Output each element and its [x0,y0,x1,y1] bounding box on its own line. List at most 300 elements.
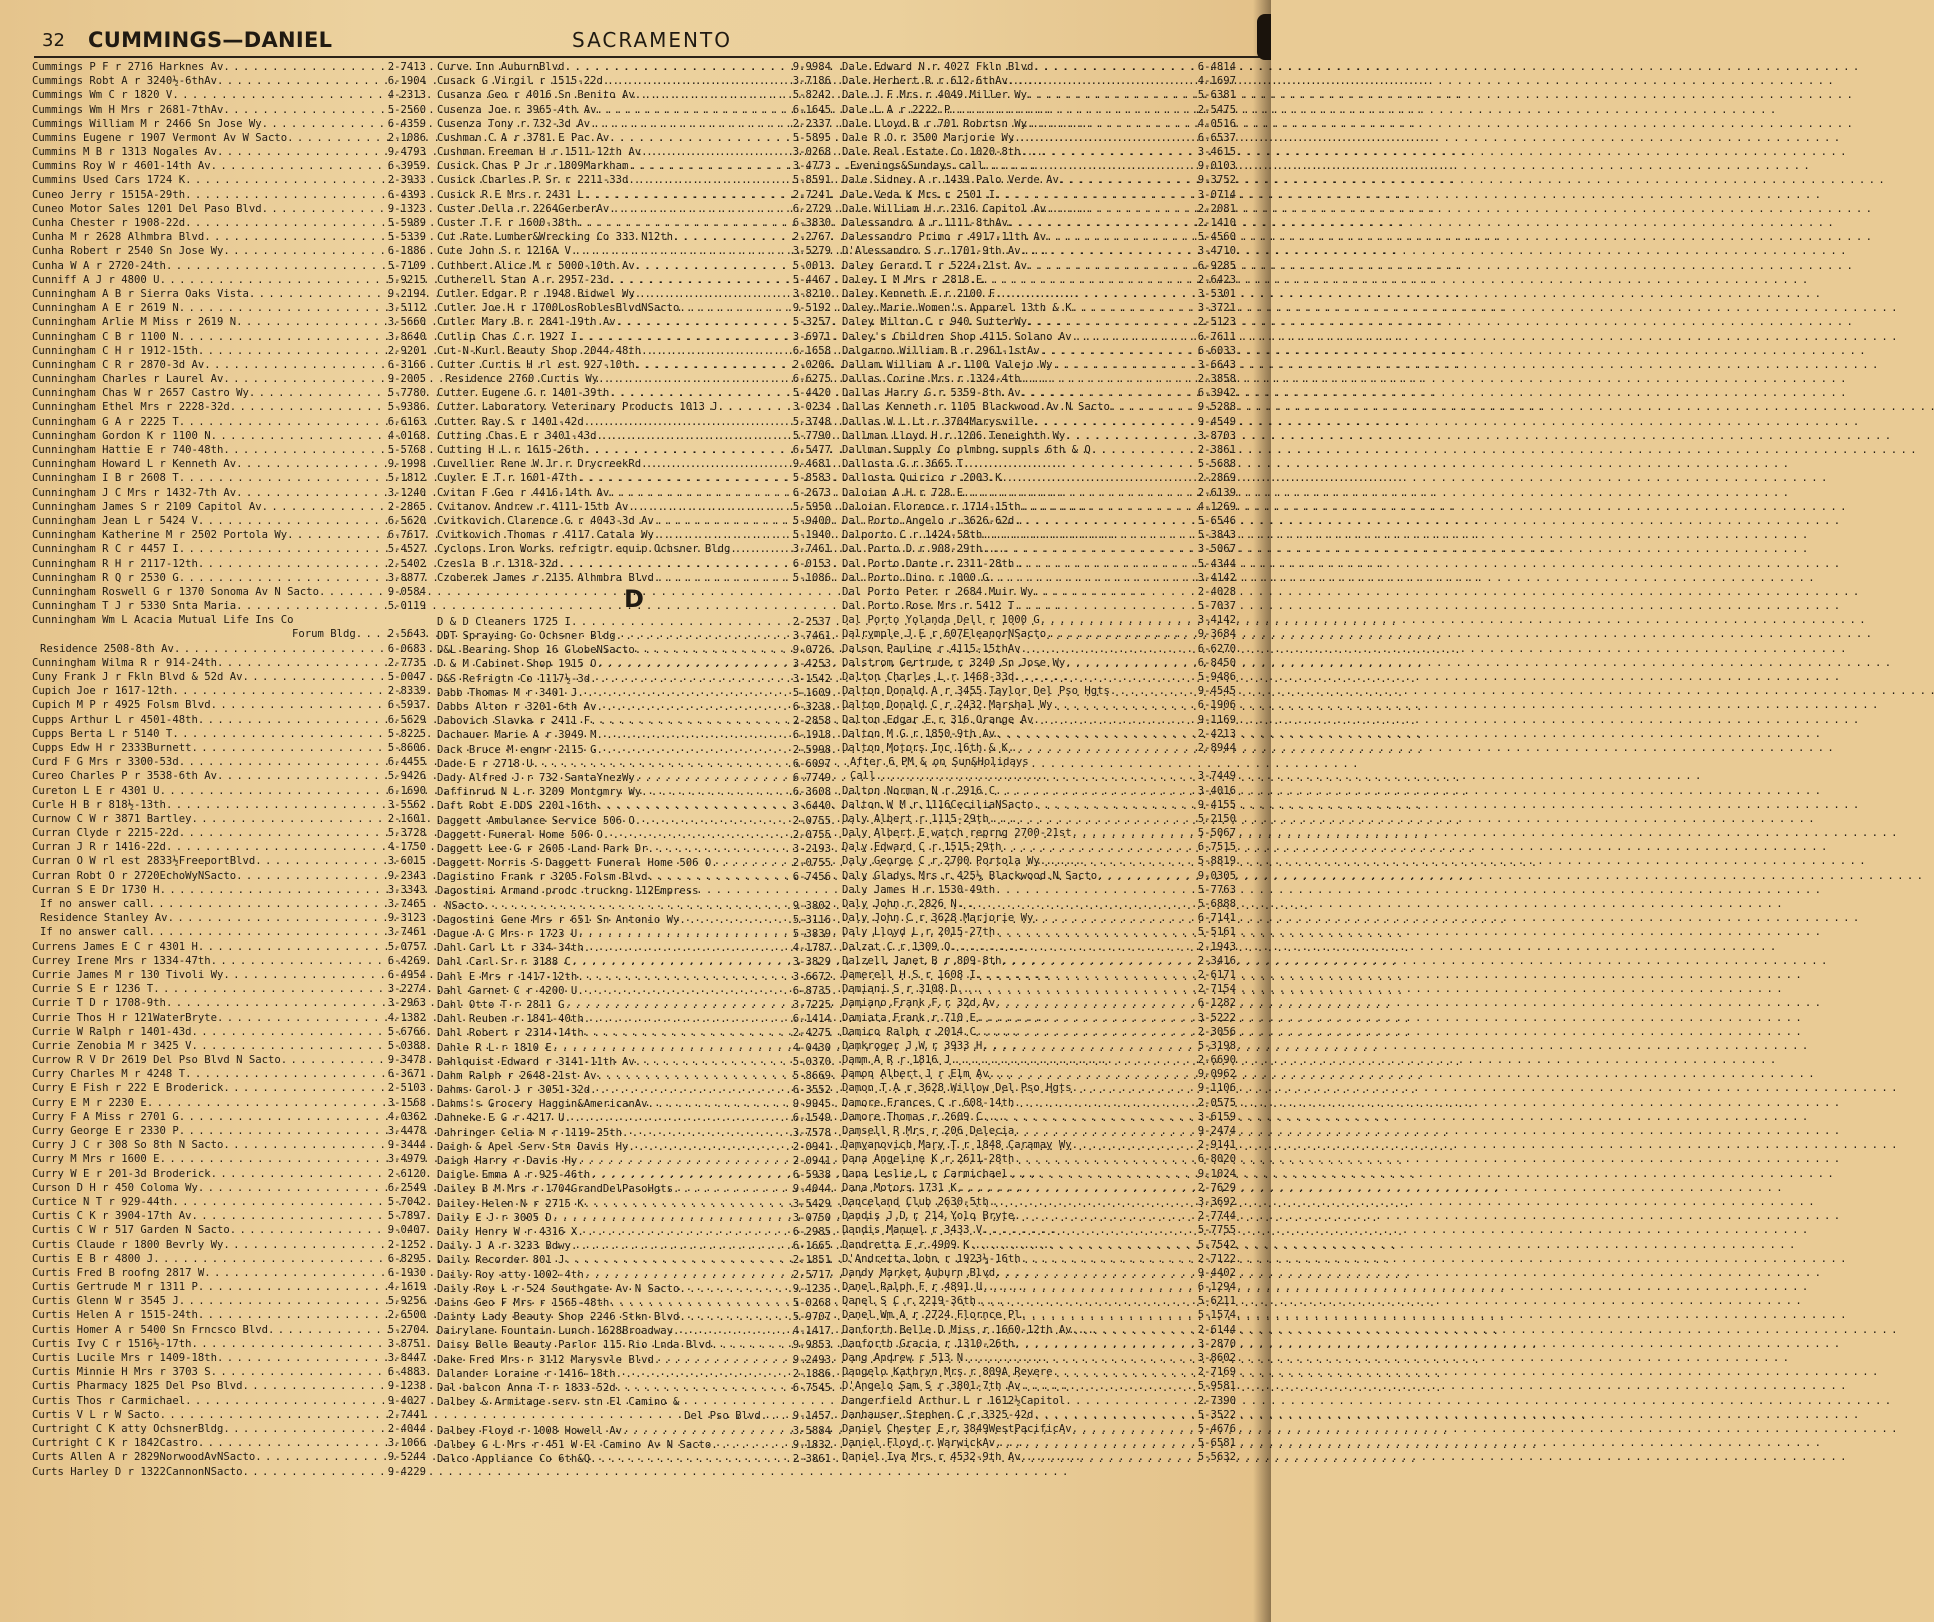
dot-leader [249,386,386,400]
listing-name: Daly Edward C r 1515-29th [842,841,1002,854]
dot-leader [711,856,790,870]
phone-number: 2-4028 [1197,585,1236,598]
listing-name: Cunningham A E r 2619 N [32,302,179,315]
dot-leader [950,103,1195,117]
dot-leader [1033,798,1195,812]
listing-entry [842,656,1236,670]
listing-name: Dallas Kenneth r 1105 Blackwood Av N Sacto [842,401,1110,414]
listing-entry [32,869,426,883]
phone-number: 5-3522 [1197,1408,1236,1421]
listing-name: Damiata Frank r 710 E [842,1011,976,1024]
phone-number: 3-8703 [1197,429,1236,442]
dot-leader [1097,869,1196,883]
listing-name: Dahle R L r 1810 E [437,1041,552,1054]
listing-entry [437,1452,831,1466]
listing-entry [437,273,831,287]
phone-number: 4-1619 [387,1281,426,1294]
dot-leader [565,998,791,1012]
listing-entry [32,642,426,656]
dot-leader [179,571,386,585]
listing-name: Curnow C W r 3871 Bartley [32,812,192,825]
dot-leader [1040,613,1196,627]
listing-entry [32,1067,426,1081]
listing-entry [32,244,426,258]
listing-entry [437,259,831,273]
listing-name: Curry Charles M r 4248 T [32,1068,186,1081]
dot-leader [1014,1152,1196,1166]
phone-number: 2-5998 [792,743,831,756]
listing-entry [842,1096,1236,1110]
listing-entry [842,244,1236,258]
listing-name: Curd F G Mrs r 3300-53d [32,756,179,769]
phone-number: 6-6033 [1197,344,1236,357]
listing-entry [32,571,426,585]
listing-name: If no answer call [40,898,149,911]
listing-name: Dale J F Mrs r 4049 Miller Wy [842,89,1027,102]
listing-entry [32,925,426,939]
phone-number: 5-6581 [1197,1437,1236,1450]
phone-number: 6-1906 [1197,699,1236,712]
phone-number: 5-3116 [792,913,831,926]
phone-number: 5-4676 [1197,1422,1236,1435]
dot-leader [711,1438,790,1452]
listing-name: Dalton Donald C r 2432 Marshal Wy [842,699,1053,712]
phone-number: 6-1904 [387,75,426,88]
dot-leader [647,1097,790,1111]
dot-leader [641,145,791,159]
dot-leader [198,1436,386,1450]
dot-leader [179,755,386,769]
listing-entry [437,372,831,386]
dot-leader [166,798,386,812]
dot-leader [1027,259,1196,273]
listing-entry [32,940,426,954]
dot-leader [957,1181,1196,1195]
phone-number: 9-2493 [792,1353,831,1366]
dot-leader [153,1252,386,1266]
listing-name: Daffinrud N L r 3209 Montgmry Wy [437,786,642,799]
phone-number: 5-1812 [387,472,426,485]
dot-leader [179,1294,386,1308]
dot-leader [211,429,386,443]
listing-entry [437,1225,831,1239]
listing-entry [437,571,831,585]
listing-entry [842,798,1236,812]
dot-leader [198,344,386,358]
phone-number: 6-3942 [1197,387,1236,400]
phone-number: 9-2474 [1197,1125,1236,1138]
dot-leader [761,1409,791,1423]
listing-name: Daly James H r 1530-49th [842,883,996,896]
listing-entry [842,1351,1236,1365]
dot-leader [609,131,791,145]
phone-number: 6-3830 [792,217,831,230]
listing-entry [842,514,1236,528]
dot-leader [950,1053,1195,1067]
listing-name: Cunningham James S r 2109 Capitol Av [32,500,262,513]
dot-leader [262,500,386,514]
listing-entry [32,1053,426,1067]
listing-name: Dahl Robert r 2314-14th [437,1027,584,1040]
dot-leader [596,1069,790,1083]
listing-name: Daloian A H r 728 E [842,486,964,499]
listing-entry [437,757,831,771]
listing-name: Curtright C K atty OchsnerBldg [32,1422,224,1435]
listing-entry [437,1154,831,1168]
listing-entry [842,1323,1236,1337]
listing-entry [32,613,426,627]
dot-leader [1014,514,1196,528]
dot-leader [995,188,1196,202]
phone-number: 3-8877 [387,571,426,584]
listing-name: Currie Thos H r 121WaterBryte [32,1011,217,1024]
phone-number: 9-1832 [792,1438,831,1451]
listing-entry [32,1379,426,1393]
listing-name: Dallam William A r 1100 Valejo Wy [842,358,1053,371]
dot-leader [584,443,791,457]
dot-leader [1052,358,1195,372]
listing-entry [32,159,426,173]
listing-name: Cureo Charles P r 3538-6th Av [32,770,217,783]
phone-number: 6-1918 [792,729,831,742]
listing-entry [842,925,1236,939]
dot-leader [217,769,386,783]
listing-entry [437,358,831,372]
phone-number: 2-7629 [1197,1181,1236,1194]
phone-number: 9-0305 [1197,869,1236,882]
listing-entry [32,656,426,670]
listing-entry [32,528,426,542]
phone-number: 5-8606 [387,741,426,754]
dot-leader [223,1081,385,1095]
listing-name: Cunningham C B r 1100 N [32,330,179,343]
binding-mark [1257,14,1271,60]
dot-leader [1033,415,1195,429]
listing-entry [32,1238,426,1252]
phone-number: 5-9707 [792,1311,831,1324]
dot-leader [179,1124,386,1138]
phone-number: 9-9853 [792,1339,831,1352]
phone-number: 6-7749 [792,771,831,784]
dot-leader [223,443,385,457]
phone-number: 3-0234 [792,401,831,414]
listing-name: Dalzat C r 1309 O [842,940,951,953]
listing-entry [437,899,831,913]
phone-number: 5-3728 [387,827,426,840]
listing-entry [32,1082,426,1096]
listing-entry [32,230,426,244]
listing-name: Dalzell Janet B r 809-8th [842,954,1002,967]
listing-name: Cummings Robt A r 3240½-6thAv [32,75,217,88]
listing-entry [32,429,426,443]
listing-entry [32,1394,426,1408]
listing-name: D'Alessandro S r 1701-9th Av [842,245,1021,258]
listing-name: Daniel Iva Mrs r 4532-9th Av [842,1451,1021,1464]
listing-entry [32,287,426,301]
listing-entry [842,996,1236,1010]
phone-number: 6-4269 [387,954,426,967]
dot-leader [1014,670,1196,684]
listing-entry [437,145,831,159]
phone-number: 5-0268 [792,1296,831,1309]
listing-name: Daly John C r 3628 Marjorie Wy [842,912,1034,925]
listing-name: Dallas Corine Mrs r 1324-4th [842,373,1021,386]
listing-entry [32,982,426,996]
dot-leader [584,1197,791,1211]
dot-leader [198,713,386,727]
phone-number: 9-3752 [1197,174,1236,187]
listing-name: Cusenza Tony r 732-3d Av [437,117,591,130]
dot-leader [249,287,386,301]
dot-leader [1033,60,1195,74]
phone-number: 2-7241 [792,188,831,201]
listing-name: Damico Ralph r 2014 C [842,1025,976,1038]
listing-name: Cunningham G A r 2225 T [32,415,179,428]
listing-entry [437,117,831,131]
listing-entry [437,828,831,842]
phone-number: 6-6270 [1197,642,1236,655]
listing-entry [437,528,831,542]
dot-leader [635,259,791,273]
phone-number: 3-4142 [1197,571,1236,584]
listing-entry [32,202,426,216]
listing-name: Cummings Wm C r 1820 V [32,89,173,102]
dot-leader [596,799,790,813]
phone-number: 6-1658 [792,344,831,357]
listing-name: Curry M Mrs r 1600 E [32,1153,160,1166]
listing-entry [437,927,831,941]
listing-name: Damyanovich Mary T r 1848 Caramay Wy [842,1139,1072,1152]
phone-number: 2-6120 [387,1167,426,1180]
listing-entry [32,585,426,599]
listing-name: Damore Thomas r 2609 C [842,1110,983,1123]
phone-number: 3-7461 [792,630,831,643]
phone-number: 5-7037 [1197,600,1236,613]
listing-name: Currie S E r 1236 T [32,983,154,996]
listing-entry [32,1266,426,1280]
phone-number: 5-2150 [1197,812,1236,825]
dot-leader [148,925,385,939]
dot-leader [584,1026,791,1040]
phone-number: 3-8640 [387,330,426,343]
dot-leader [1021,500,1196,514]
listing-entry [842,145,1236,159]
phone-number: 5-0013 [792,259,831,272]
dot-leader [1021,386,1196,400]
dot-leader [609,202,791,216]
phone-number: 5-0370 [792,1055,831,1068]
listing-name: Danforth Gracia r 1310-26th [842,1337,1015,1350]
dot-leader [204,1266,386,1280]
listing-entry [32,471,426,485]
listing-name: Cuny Frank J r Fkln Blvd & 52d Av [32,671,243,684]
dot-leader [609,386,791,400]
dot-leader [989,1195,1196,1209]
listing-entry [842,1025,1236,1039]
listing-entry [842,273,1236,287]
listing-entry [32,443,426,457]
dot-leader [1027,117,1196,131]
listing-entry [32,401,426,415]
phone-number: 3-2193 [792,842,831,855]
listing-entry [437,1381,831,1395]
listing-name: Curtis Glenn W r 3545 J [32,1295,179,1308]
listing-name: Curry W E r 201-3d Broderick [32,1167,211,1180]
listing-name: Curry F A Miss r 2701 G [32,1110,179,1123]
phone-number: 2-0941 [792,1155,831,1168]
listing-name: Dal balcon Anna T r 1833-52d [437,1382,616,1395]
phone-number: 2-7441 [387,1408,426,1421]
dot-leader [166,840,386,854]
listing-entry [32,1351,426,1365]
listing-name: Dachauer Marie A r 3949 M [437,729,597,742]
listing-entry [437,88,831,102]
dot-leader [242,670,385,684]
listing-name: Dalton Donald A r 3455 Taylor Del Pso Hgts [842,685,1110,698]
listing-name: Curry E Fish r 222 E Broderick [32,1082,224,1095]
phone-number: 6-4883 [387,1366,426,1379]
dot-leader [1052,1365,1195,1379]
listing-entry [32,599,426,613]
phone-number: 6-5620 [387,514,426,527]
listing-name: Dang Andrew r 513 N [842,1352,964,1365]
listing-entry [842,1138,1236,1152]
listing-name: Curtis C K r 3904-17th Av [32,1210,192,1223]
listing-name: Dal Porto D r 908-29th [842,543,983,556]
listing-name: Curts Allen A r 2829NorwoodAvNSacto [32,1451,256,1464]
listing-name: Cutler Mary B r 2841-19th Av [437,316,616,329]
dot-leader [1072,826,1196,840]
phone-number: 2-1410 [1197,217,1236,230]
listing-entry [842,1011,1236,1025]
dot-leader [976,1025,1196,1039]
phone-number: 5-8583 [792,472,831,485]
phone-number: 2-1943 [1197,940,1236,953]
dot-leader [236,599,386,613]
dot-leader [622,1126,791,1140]
dot-leader [185,173,386,187]
listing-name: Daily J A r 3233 Bdwy [437,1240,571,1253]
dot-leader [1001,471,1195,485]
dot-leader [603,74,791,88]
phone-number: 6-6275 [792,373,831,386]
listing-entry [437,415,831,429]
phone-number: 2-7744 [1197,1210,1236,1223]
dot-leader [1072,1323,1196,1337]
dot-leader [1008,216,1196,230]
dot-leader [168,911,386,925]
listing-entry [842,628,1236,642]
listing-name: Curtis Homer A r 5400 Sn Frncsco Blvd [32,1323,268,1336]
listing-name: Dahlquist Edward r 3141-11th Av [437,1055,635,1068]
dot-leader [217,1351,386,1365]
dot-leader [211,159,386,173]
phone-number: 2-3416 [1197,954,1236,967]
listing-entry [32,897,426,911]
dot-leader [679,1310,790,1324]
dot-leader [242,1465,385,1479]
listing-name: Danceland Club 2630-5th [842,1195,989,1208]
listing-name: Czoberek James r 2135 Alhmbra Blvd [437,571,654,584]
listing-name: Dalton M G r 1850-9th Av [842,727,996,740]
listing-name: Daley's Children Shop 4115 Solano Av [842,330,1072,343]
listing-name: Dalstrom Gertrude r 3240 Sn Jose Wy [842,656,1066,669]
listing-entry [32,1096,426,1110]
listing-entry [437,188,831,202]
listing-name: Cunningham T J r 5330 Snta Maria [32,600,237,613]
listing-name: Cunningham C H r 1912-15th [32,344,198,357]
listing-name: Danforth Belle D Miss r 1660-12th Av [842,1323,1072,1336]
dot-leader [1046,202,1196,216]
phone-number: 3-0750 [792,1211,831,1224]
phone-number: 5-7109 [387,259,426,272]
phone-number: 2-4213 [1197,727,1236,740]
listing-entry [437,486,831,500]
listing-name: Dana Angeline K r 2611-28th [842,1153,1015,1166]
listing-entry [437,686,831,700]
listing-entry [32,713,426,727]
listing-entry [32,301,426,315]
dot-leader [950,940,1195,954]
dot-leader [1021,145,1196,159]
phone-number: 3-4478 [387,1125,426,1138]
listing-name: Dale R O r 3500 Marjorie Wy [842,131,1015,144]
listing-name: Curtis Helen A r 1515-24th [32,1309,198,1322]
listing-entry [437,315,831,329]
listing-entry [842,968,1236,982]
phone-number: 5-3257 [792,316,831,329]
listing-entry [437,1253,831,1267]
dot-leader [1072,330,1196,344]
phone-number: 9-0584 [387,585,426,598]
listing-entry [437,941,831,955]
phone-number: 2-2537 [792,615,831,628]
listing-name: Daigh Harry r Davis Hy [437,1155,578,1168]
listing-entry [437,615,831,629]
dot-leader [198,1280,386,1294]
listing-name: Currie T D r 1708-9th [32,997,166,1010]
dot-leader [147,1096,386,1110]
listing-entry [437,103,831,117]
listing-name: Cunningham J C Mrs r 1432-7th Av [32,486,237,499]
phone-number: 3-5222 [1197,1011,1236,1024]
listing-entry [842,812,1236,826]
phone-number: 5-6766 [387,1025,426,1038]
dot-leader [590,1452,791,1466]
dot-leader [217,145,386,159]
phone-number: 3-8447 [387,1352,426,1365]
phone-number: 2-1086 [387,131,426,144]
phone-number: 5-5339 [387,231,426,244]
dot-leader [223,244,385,258]
phone-number: 3-2274 [387,983,426,996]
listing-entry [437,1310,831,1324]
dot-leader [970,1238,1196,1252]
listing-entry [842,769,1236,783]
listing-entry [32,1209,426,1223]
listing-name: Dalessandro Primo r 4917-11th Av [842,231,1047,244]
listing-name: Cunningham R C r 4457 I [32,543,179,556]
dot-leader [287,131,386,145]
listing-entry [437,1409,831,1423]
listing-entry [842,216,1236,230]
listing-entry [32,315,426,329]
listing-name: Cunha Chester r 1908-22d [32,217,186,230]
listing-name: Daley Kenneth E r 2100 F [842,287,996,300]
dot-leader [565,60,791,74]
listing-entry [842,911,1236,925]
dot-leader [1008,74,1196,88]
